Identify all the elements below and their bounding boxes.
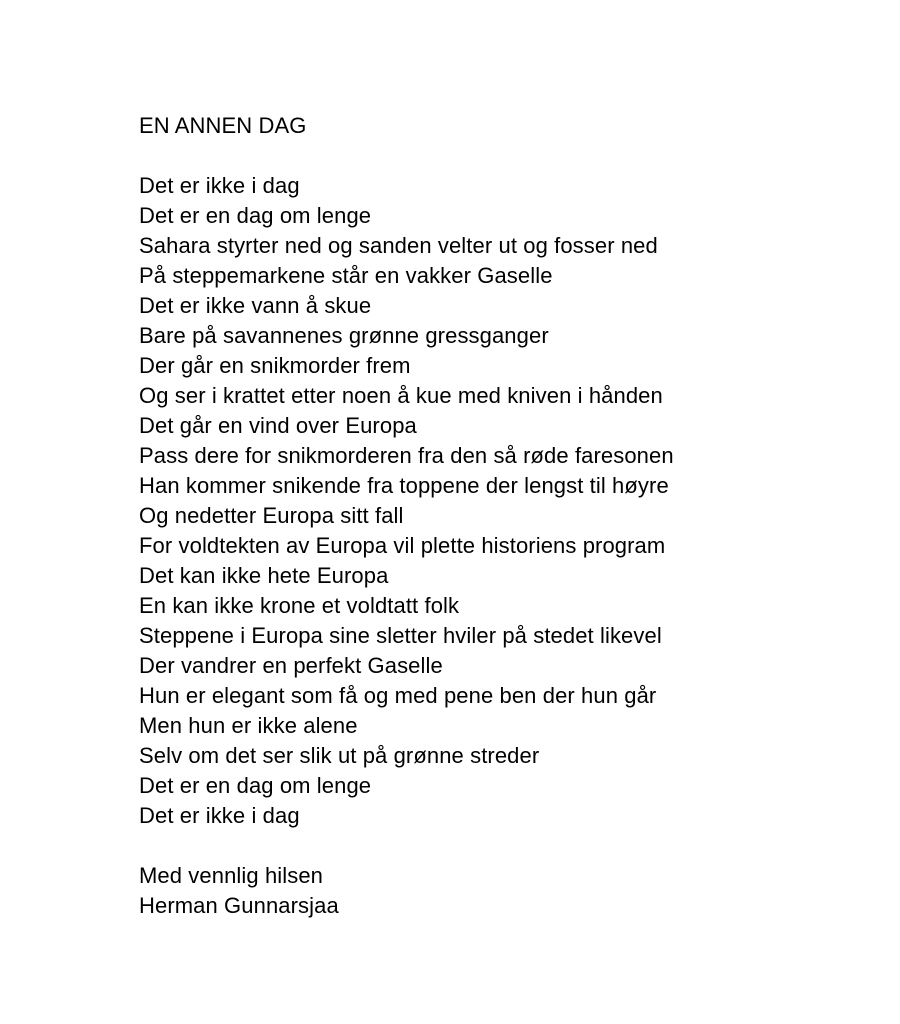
poem-line: Selv om det ser slik ut på grønne streder [139, 743, 540, 768]
poem-line: Det er ikke i dag [139, 173, 300, 198]
closing-salutation: Med vennlig hilsen [139, 863, 324, 888]
poem-line: Bare på savannenes grønne gressganger [139, 323, 549, 348]
poem-line: Steppene i Europa sine sletter hviler på stedet likevel [139, 623, 662, 648]
poem-line: Han kommer snikende fra toppene der lengst til høyre [139, 473, 669, 498]
blank-line [139, 141, 879, 171]
poem-line: Pass dere for snikmorderen fra den så røde faresonen [139, 443, 674, 468]
poem-line: Der går en snikmorder frem [139, 353, 411, 378]
poem-title: EN ANNEN DAG [139, 113, 307, 138]
poem-line: Hun er elegant som få og med pene ben der hun går [139, 683, 657, 708]
poem-body [139, 171, 879, 831]
poem-line: Og nedetter Europa sitt fall [139, 503, 404, 528]
blank-line [139, 831, 879, 861]
document-page [139, 111, 879, 921]
poem-line: Der vandrer en perfekt Gaselle [139, 653, 443, 678]
poem-line: Det er ikke i dag [139, 803, 300, 828]
poem-line: Sahara styrter ned og sanden velter ut og fosser ned [139, 233, 658, 258]
poem-line: En kan ikke krone et voldtatt folk [139, 593, 460, 618]
poem-line: For voldtekten av Europa vil plette historiens program [139, 533, 666, 558]
poem-line: Det er en dag om lenge [139, 203, 372, 228]
poem-line: På steppemarkene står en vakker Gaselle [139, 263, 553, 288]
author-name: Herman Gunnarsjaa [139, 893, 339, 918]
poem-line: Og ser i krattet etter noen å kue med kniven i hånden [139, 383, 663, 408]
poem-line: Det er en dag om lenge [139, 773, 372, 798]
poem-line: Det kan ikke hete Europa [139, 563, 389, 588]
poem-line: Det er ikke vann å skue [139, 293, 372, 318]
poem-line: Det går en vind over Europa [139, 413, 417, 438]
poem-line: Men hun er ikke alene [139, 713, 358, 738]
